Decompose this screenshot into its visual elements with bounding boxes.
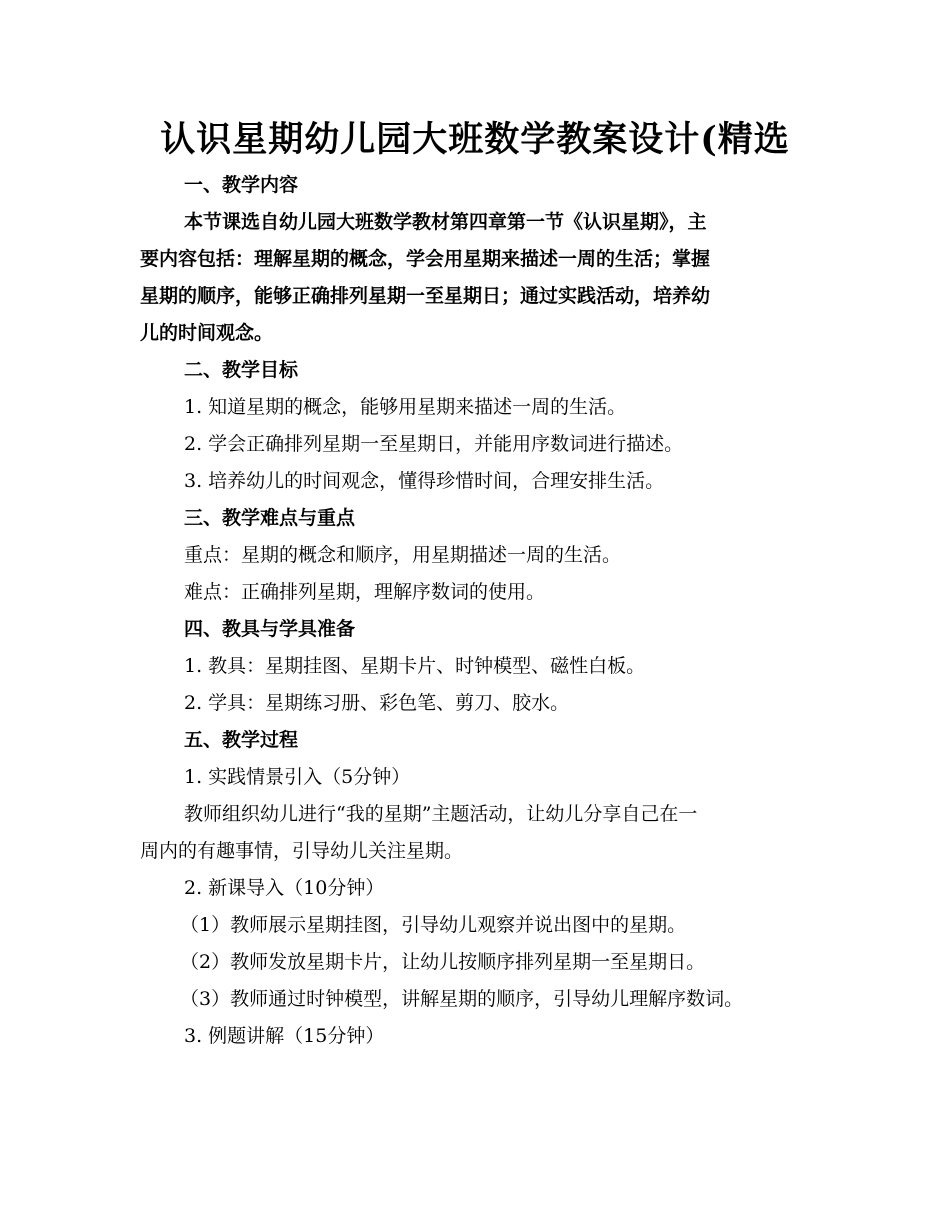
- list-item: 2. 学具：星期练习册、彩色笔、剪刀、胶水。: [184, 692, 570, 714]
- list-item: 重点：星期的概念和顺序，用星期描述一周的生活。: [184, 544, 622, 566]
- paragraph-line: 本节课选自幼儿园大班数学教材第四章第一节《认识星期》，主: [184, 211, 707, 233]
- list-item: （3）教师通过时钟模型，讲解星期的顺序，引导幼儿理解序数词。: [180, 988, 744, 1010]
- section-heading: 五、教学过程: [184, 729, 299, 751]
- list-item: （1）教师展示星期挂图，引导幼儿观察并说出图中的星期。: [180, 914, 687, 936]
- section-heading: 三、教学难点与重点: [184, 507, 356, 529]
- document-title: 认识星期幼儿园大班数学教案设计(精选: [160, 119, 790, 160]
- section-heading: 一、教学内容: [184, 174, 299, 196]
- section-heading: 四、教具与学具准备: [184, 618, 356, 640]
- step-heading: 3. 例题讲解（15分钟）: [184, 1025, 385, 1047]
- list-item: 1. 知道星期的概念，能够用星期来描述一周的生活。: [184, 396, 627, 418]
- step-heading: 2. 新课导入（10分钟）: [184, 877, 385, 899]
- paragraph-line: 教师组织幼儿进行“我的星期”主题活动，让幼儿分享自己在一: [184, 803, 698, 825]
- step-heading: 1. 实践情景引入（5分钟）: [184, 766, 411, 788]
- list-item: （2）教师发放星期卡片，让幼儿按顺序排列星期一至星期日。: [180, 951, 706, 973]
- list-item: 1. 教具：星期挂图、星期卡片、时钟模型、磁性白板。: [184, 655, 646, 677]
- list-item: 3. 培养幼儿的时间观念，懂得珍惜时间，合理安排生活。: [184, 470, 665, 492]
- section-heading: 二、教学目标: [184, 359, 299, 381]
- paragraph-line: 要内容包括：理解星期的概念，学会用星期来描述一周的生活；掌握: [140, 248, 711, 270]
- paragraph-line: 儿的时间观念。: [140, 322, 274, 344]
- paragraph-line: 周内的有趣事情，引导幼儿关注星期。: [140, 840, 464, 862]
- list-item: 2. 学会正确排列星期一至星期日，并能用序数词进行描述。: [184, 433, 684, 455]
- paragraph-line: 星期的顺序，能够正确排列星期一至星期日；通过实践活动，培养幼: [140, 285, 711, 307]
- list-item: 难点：正确排列星期，理解序数词的使用。: [184, 581, 546, 603]
